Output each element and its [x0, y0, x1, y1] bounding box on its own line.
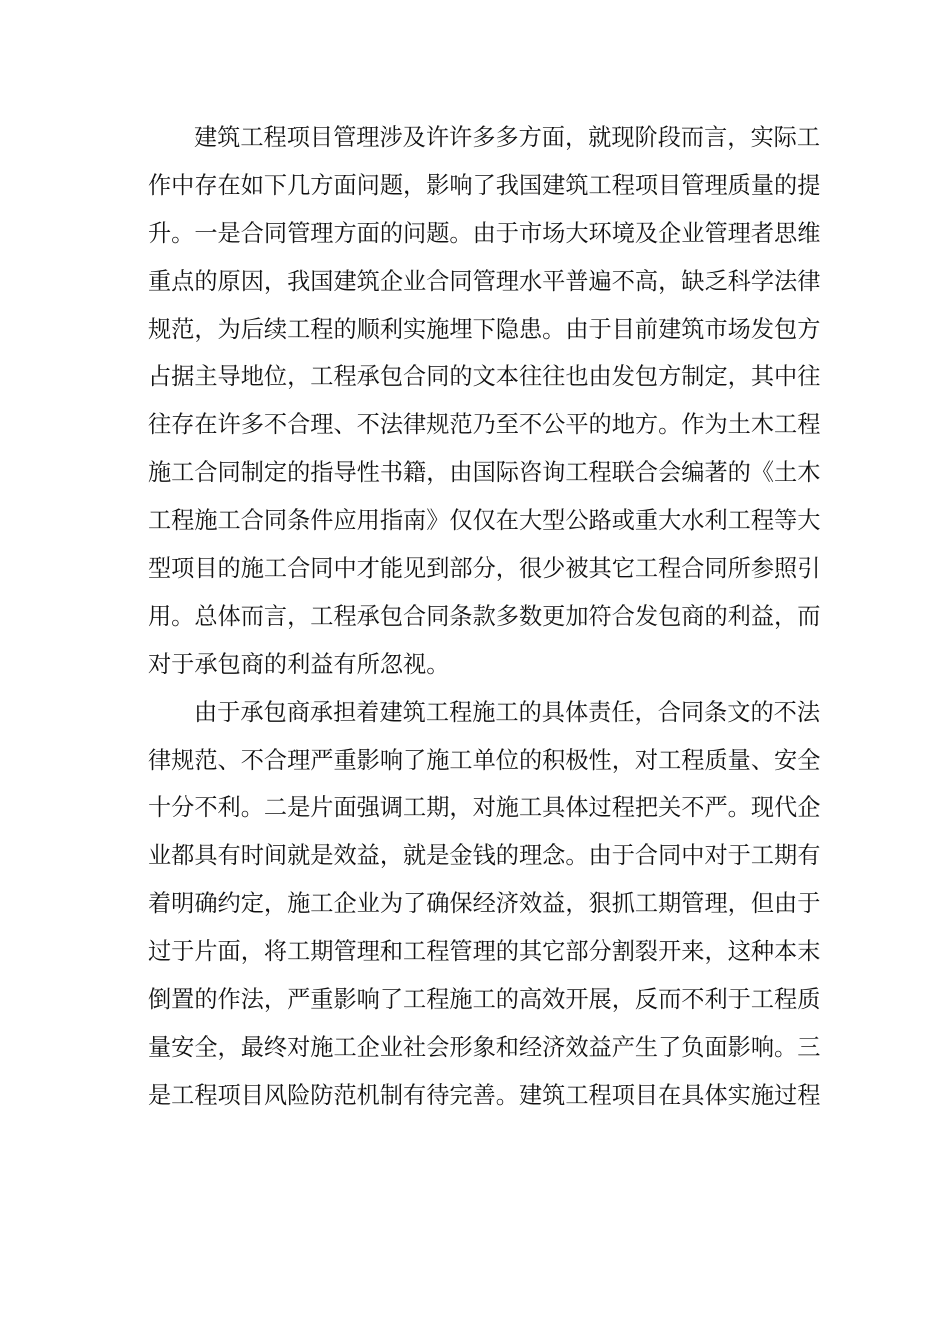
text-line: 型项目的施工合同中才能见到部分，很少被其它工程合同所参照引: [148, 555, 821, 583]
text-line: 重点的原因，我国建筑企业合同管理水平普遍不高，缺乏科学法律: [148, 267, 821, 295]
text-line: 往存在许多不合理、不法律规范乃至不公平的地方。作为土木工程: [148, 411, 821, 439]
text-line: 施工合同制定的指导性书籍，由国际咨询工程联合会编著的《土木: [148, 459, 821, 487]
text-line: 对于承包商的利益有所忽视。: [148, 650, 450, 678]
text-line: 建筑工程项目管理涉及许许多多方面，就现阶段而言，实际工: [194, 124, 821, 151]
text-line: 过于片面，将工期管理和工程管理的其它部分割裂开来，这种本末: [148, 938, 821, 966]
text-line: 升。一是合同管理方面的问题。由于市场大环境及企业管理者思维: [148, 219, 821, 247]
text-line: 业都具有时间就是效益，就是金钱的理念。由于合同中对于工期有: [148, 842, 821, 870]
text-line: 作中存在如下几方面问题，影响了我国建筑工程项目管理质量的提: [148, 171, 821, 199]
document-body: [148, 114, 821, 1120]
paragraph-1: [148, 114, 821, 689]
text-line: 用。总体而言，工程承包合同条款多数更加符合发包商的利益，而: [148, 602, 821, 630]
text-line: 律规范、不合理严重影响了施工单位的积极性，对工程质量、安全: [148, 746, 821, 774]
text-line: 量安全，最终对施工企业社会形象和经济效益产生了负面影响。三: [148, 1033, 821, 1061]
text-line: 规范，为后续工程的顺利实施埋下隐患。由于目前建筑市场发包方: [148, 315, 821, 343]
text-line: 倒置的作法，严重影响了工程施工的高效开展，反而不利于工程质: [148, 986, 821, 1014]
text-line: 着明确约定，施工企业为了确保经济效益，狠抓工期管理，但由于: [148, 890, 821, 918]
text-line: 是工程项目风险防范机制有待完善。建筑工程项目在具体实施过程: [148, 1081, 821, 1109]
text-line: 由于承包商承担着建筑工程施工的具体责任，合同条文的不法: [194, 698, 821, 726]
text-line: 工程施工合同条件应用指南》仅仅在大型公路或重大水利工程等大: [148, 507, 821, 535]
text-line: 十分不利。二是片面强调工期，对施工具体过程把关不严。现代企: [148, 794, 821, 822]
paragraph-2: [148, 689, 821, 1120]
text-line: 占据主导地位，工程承包合同的文本往往也由发包方制定，其中往: [148, 363, 821, 391]
